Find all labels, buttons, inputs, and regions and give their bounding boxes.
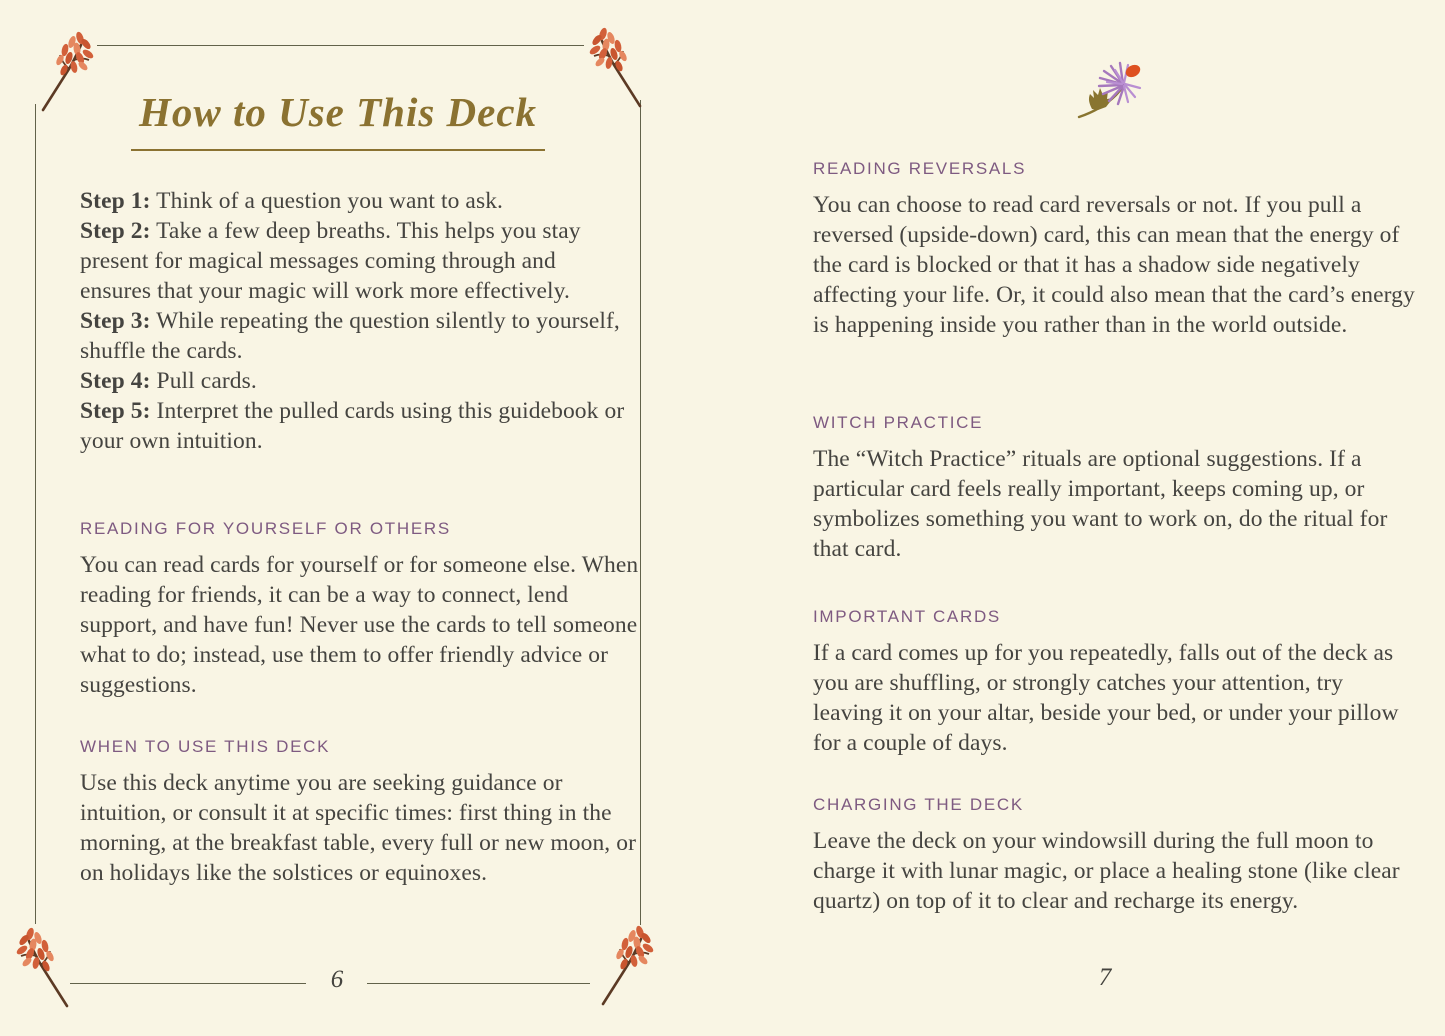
section-heading: READING FOR YOURSELF OR OTHERS (80, 519, 451, 538)
sprig-icon (12, 926, 74, 1010)
step-item (80, 306, 632, 366)
section-body: Leave the deck on your windowsill during the full moon to charge it with lunar magic, or place a healing stone (like clear quartz) on top of it to clear and recharge its energy. (813, 828, 1400, 914)
step-text: Think of a question you want to ask. (156, 188, 504, 214)
left-page (0, 0, 722, 1036)
frame-right-rule (640, 100, 641, 925)
steps-list (80, 186, 632, 456)
section-important-cards (813, 607, 1415, 758)
section-when-to-use-this-deck (80, 737, 640, 888)
sprig-icon (596, 924, 658, 1008)
section-body: The “Witch Practice” rituals are optional suggestions. If a particular card feels really important, keeps coming up, or symbolizes something you want to work on, do the ritual for that card. (813, 446, 1388, 562)
frame-top-rule (97, 45, 584, 46)
step-text: Pull cards. (156, 368, 257, 394)
section-reading-for-yourself-or-others (80, 519, 640, 700)
title-wrap (35, 88, 641, 151)
step-item (80, 216, 632, 306)
right-page (722, 0, 1445, 1036)
step-text: Take a few deep breaths. This helps you stay present for magical messages coming through and ensures that your magic will work more effectively. (80, 218, 581, 304)
step-item (80, 366, 632, 396)
section-witch-practice (813, 413, 1415, 564)
section-body: You can read cards for yourself or for someone else. When reading for friends, it can be a way to connect, lend support, and have fun! Never use the cards to tell someone what to do; instead, use them to offer friendly advice or suggestions. (80, 552, 639, 698)
page-title: How to Use This Deck (131, 88, 545, 151)
section-heading: READING REVERSALS (813, 159, 1027, 178)
step-label: Step 1: (80, 188, 151, 214)
step-text: While repeating the question silently to yourself, shuffle the cards. (80, 308, 620, 364)
step-text: Interpret the pulled cards using this guidebook or your own intuition. (80, 398, 625, 454)
frame-left-rule (35, 104, 36, 924)
section-heading: WHEN TO USE THIS DECK (80, 737, 331, 756)
step-label: Step 3: (80, 308, 151, 334)
section-heading: WITCH PRACTICE (813, 413, 984, 432)
step-item (80, 186, 632, 216)
page-number-left: 6 (330, 966, 344, 993)
step-label: Step 4: (80, 368, 151, 394)
section-body: If a card comes up for you repeatedly, falls out of the deck as you are shuffling, or strongly catches your attention, try leaving it on your altar, beside your bed, or under your pillow for a couple of days. (813, 640, 1399, 756)
frame-bottom-rule-right (367, 983, 590, 984)
frame-bottom-rule-left (70, 983, 306, 984)
section-heading: IMPORTANT CARDS (813, 607, 1001, 626)
section-body: You can choose to read card reversals or not. If you pull a reversed (upside-down) card, this can mean that the energy of the card is blocked or that it has a shadow side negatively affecting your life. Or, it could also mean that the card’s energy is happening inside you rather than in the world outside. (813, 192, 1415, 338)
section-body: Use this deck anytime you are seeking guidance or intuition, or consult it at specific times: first thing in the morning, at the breakfast table, every full or new moon, or on holidays like the solstices or equinoxes. (80, 770, 637, 886)
coneflower-icon (1076, 58, 1156, 124)
section-charging-the-deck (813, 795, 1415, 916)
step-label: Step 2: (80, 218, 151, 244)
step-item (80, 396, 632, 456)
page-number-right: 7 (1098, 964, 1112, 991)
section-reading-reversals (813, 159, 1415, 340)
section-heading: CHARGING THE DECK (813, 795, 1024, 814)
step-label: Step 5: (80, 398, 151, 424)
